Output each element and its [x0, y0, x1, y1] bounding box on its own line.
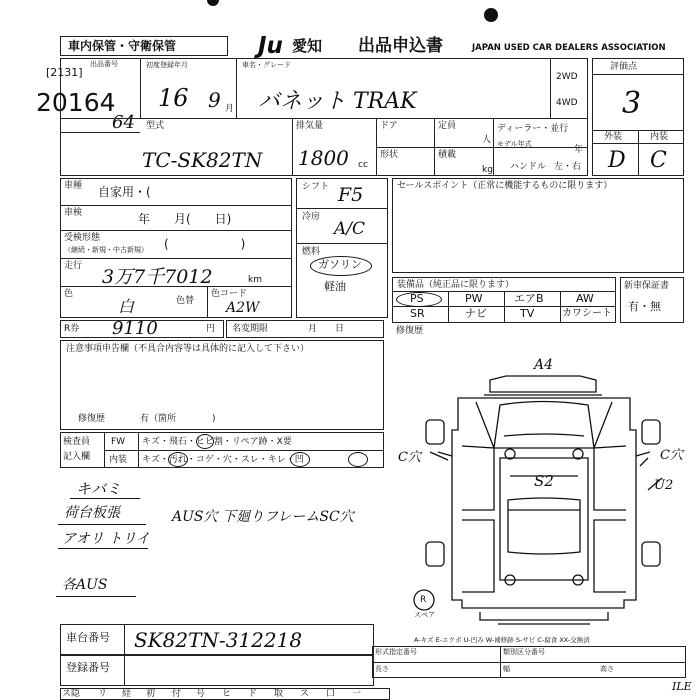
- acceptance-paren: ( ): [164, 237, 246, 251]
- displacement-value: 1800: [298, 146, 349, 170]
- mark-u2: U2: [654, 478, 674, 493]
- note-line: アオリ トリイ: [62, 531, 150, 547]
- entry-label: 記入欄: [63, 452, 91, 462]
- mark-s2: S2: [534, 472, 554, 490]
- lot-suffix: 64: [112, 112, 135, 133]
- reg-month: 9: [208, 88, 221, 112]
- reg-year: 16: [158, 84, 189, 112]
- rating-score: 3: [622, 86, 642, 121]
- fuel-diesel: 軽油: [324, 280, 346, 293]
- width-label: 幅: [503, 665, 510, 673]
- interior-items: キズ・汚れ・コゲ・穴・スレ・キレ・凹: [142, 455, 304, 465]
- year-unit: 年: [574, 145, 584, 155]
- ac-label: 冷房: [302, 212, 321, 222]
- history-label: 修復歴: [396, 326, 424, 336]
- cc-unit: cc: [358, 160, 368, 170]
- fuel-gasoline: ガソリン: [318, 258, 362, 271]
- english-name: JAPAN USED CAR DEALERS ASSOCIATION: [472, 43, 666, 53]
- storage-label: 車内保管・守衛保管: [68, 39, 177, 53]
- use-value: 自家用・(: [98, 185, 151, 199]
- ac-value: A/C: [334, 219, 366, 239]
- person-unit: 人: [482, 135, 492, 145]
- equipment-item: PW: [465, 292, 483, 305]
- sales-point-label: セールスポイント（正常に機能するものに限ります）: [397, 181, 613, 191]
- bottom-item: 付: [172, 689, 182, 699]
- side-mark: ILE: [672, 680, 692, 693]
- damage-legend: A-キズ E-エクボ U-凹み W-補修跡 S-サビ C-腐食 XX-交換済: [414, 636, 590, 644]
- height-label: 高さ: [600, 665, 614, 673]
- notes-label: 注意事項申告欄（不具合内容等は具体的に記入して下さい）: [66, 344, 310, 354]
- bottom-item: 一: [352, 689, 362, 699]
- shift-value: F5: [338, 184, 364, 206]
- equipment-item: ナビ: [465, 307, 487, 320]
- lot-label: 出品番号: [90, 60, 118, 68]
- equipment-item: TV: [520, 307, 535, 320]
- color-label: 色: [64, 289, 74, 299]
- model-class-label: 形式指定番号: [375, 648, 417, 656]
- inspector-label: 検査員: [63, 437, 91, 447]
- shape-label: 形状: [380, 150, 399, 160]
- type-value: TC-SK82TN: [142, 148, 263, 172]
- load-label: 積載: [438, 150, 457, 160]
- spare-label: スペア: [414, 611, 435, 619]
- capacity-label: 定員: [438, 121, 457, 131]
- note-line: AUS穴 下廻りフレームSC穴: [172, 509, 354, 525]
- equipment-item: PS: [410, 292, 424, 305]
- handle-label: ハンドル: [510, 162, 547, 172]
- bottom-item: 取: [274, 689, 284, 699]
- acceptance-label: 受検形態: [64, 233, 101, 243]
- note-line: キバミ: [76, 480, 122, 498]
- interior-inspect-label: 内装: [109, 455, 128, 465]
- color-value: 白: [118, 297, 135, 316]
- equipment-item: AW: [576, 292, 594, 305]
- bottom-item: ス: [300, 689, 310, 699]
- bottom-item: 号: [196, 689, 206, 699]
- warranty-label: 新車保証書: [624, 281, 670, 291]
- chassis-label: 車台番号: [66, 631, 110, 644]
- spare-mark: R: [420, 595, 427, 605]
- repair-label: 修復歴: [78, 414, 106, 424]
- mark-left-c: C穴: [398, 450, 421, 465]
- door-label: ドア: [380, 121, 398, 131]
- bottom-item: 口: [326, 689, 336, 699]
- mark-right-c: C穴: [660, 448, 683, 463]
- org-name: 愛知: [292, 37, 323, 55]
- note-line: 荷台板張: [64, 505, 120, 521]
- bracket-code: [2131]: [46, 66, 83, 79]
- drive-2wd: 2WD: [556, 72, 578, 82]
- bottom-item: 経: [122, 689, 132, 699]
- type-label: 型式: [146, 121, 165, 131]
- warranty-value: 有・無: [628, 300, 661, 313]
- car-name-label: 車名・グレード: [242, 61, 291, 69]
- bottom-item: ド: [248, 689, 258, 699]
- exterior-label: 外装: [604, 132, 623, 142]
- mileage-value: 3万7千7012: [102, 266, 213, 288]
- shift-label: シフト: [302, 182, 330, 192]
- lot-number: 20164: [36, 88, 116, 117]
- drive-4wd: 4WD: [556, 98, 578, 108]
- bottom-item: リ: [98, 689, 108, 699]
- bottom-item: ヒ: [222, 689, 232, 699]
- interior-label: 内装: [650, 132, 669, 142]
- dealer-label: ディーラー・並行: [497, 124, 569, 134]
- fw-items: キズ・飛石・ヒビ割・リペア跡・X要: [142, 437, 292, 447]
- color-code-value: A2W: [226, 300, 260, 316]
- first-reg-label: 初度登録年月: [146, 61, 188, 69]
- use-label: 車種: [64, 181, 83, 191]
- yen-unit: 円: [206, 324, 216, 334]
- fuel-label: 燃料: [302, 247, 321, 257]
- inspection-label: 車検: [64, 208, 83, 218]
- displacement-label: 排気量: [296, 121, 324, 131]
- chassis-value: SK82TN-312218: [134, 628, 303, 652]
- equipment-label: 装備品（純正品に限ります）: [397, 280, 515, 290]
- color-no-label: 色替: [176, 296, 195, 306]
- recycle-label: R券: [64, 324, 80, 334]
- equipment-item: SR: [410, 307, 425, 320]
- model-year-label: モデル年式: [497, 140, 532, 148]
- category-label: 類別区分番号: [503, 648, 545, 656]
- interior-grade: C: [650, 148, 667, 173]
- expiry-value: 月 日: [308, 324, 345, 334]
- handle-value: 左・右: [554, 162, 582, 172]
- repair-value: 有（箇所: [140, 414, 177, 424]
- month-unit: 月: [225, 104, 235, 114]
- length-label: 長さ: [375, 665, 389, 673]
- repair-close: ): [212, 414, 216, 424]
- bottom-item: ス隠: [62, 689, 81, 699]
- color-code-label: 色コード: [211, 289, 248, 299]
- equipment-item: エアB: [514, 292, 544, 305]
- recycle-value: 9110: [112, 318, 158, 339]
- plate-label: 登録番号: [66, 661, 110, 674]
- mileage-label: 走行: [64, 261, 83, 271]
- car-name: バネット TRAK: [258, 89, 417, 114]
- mark-a4: A4: [534, 357, 554, 373]
- kg-unit: kg: [482, 165, 493, 175]
- bottom-item: 初: [146, 689, 156, 699]
- expiry-label: 名変期限: [232, 324, 269, 334]
- fw-label: FW: [111, 437, 126, 447]
- acceptance-sub: （継続・新規・中古新規）: [64, 246, 148, 254]
- rating-label: 評価点: [610, 62, 638, 72]
- form-title: 出品申込書: [358, 36, 443, 56]
- note-line: 各AUS: [62, 577, 108, 593]
- km-unit: km: [248, 275, 262, 285]
- inspection-value: 年 月( 日): [138, 212, 232, 226]
- equipment-item: カワシート: [562, 308, 612, 319]
- ju-logo: Ju: [258, 33, 283, 59]
- exterior-grade: D: [608, 148, 626, 173]
